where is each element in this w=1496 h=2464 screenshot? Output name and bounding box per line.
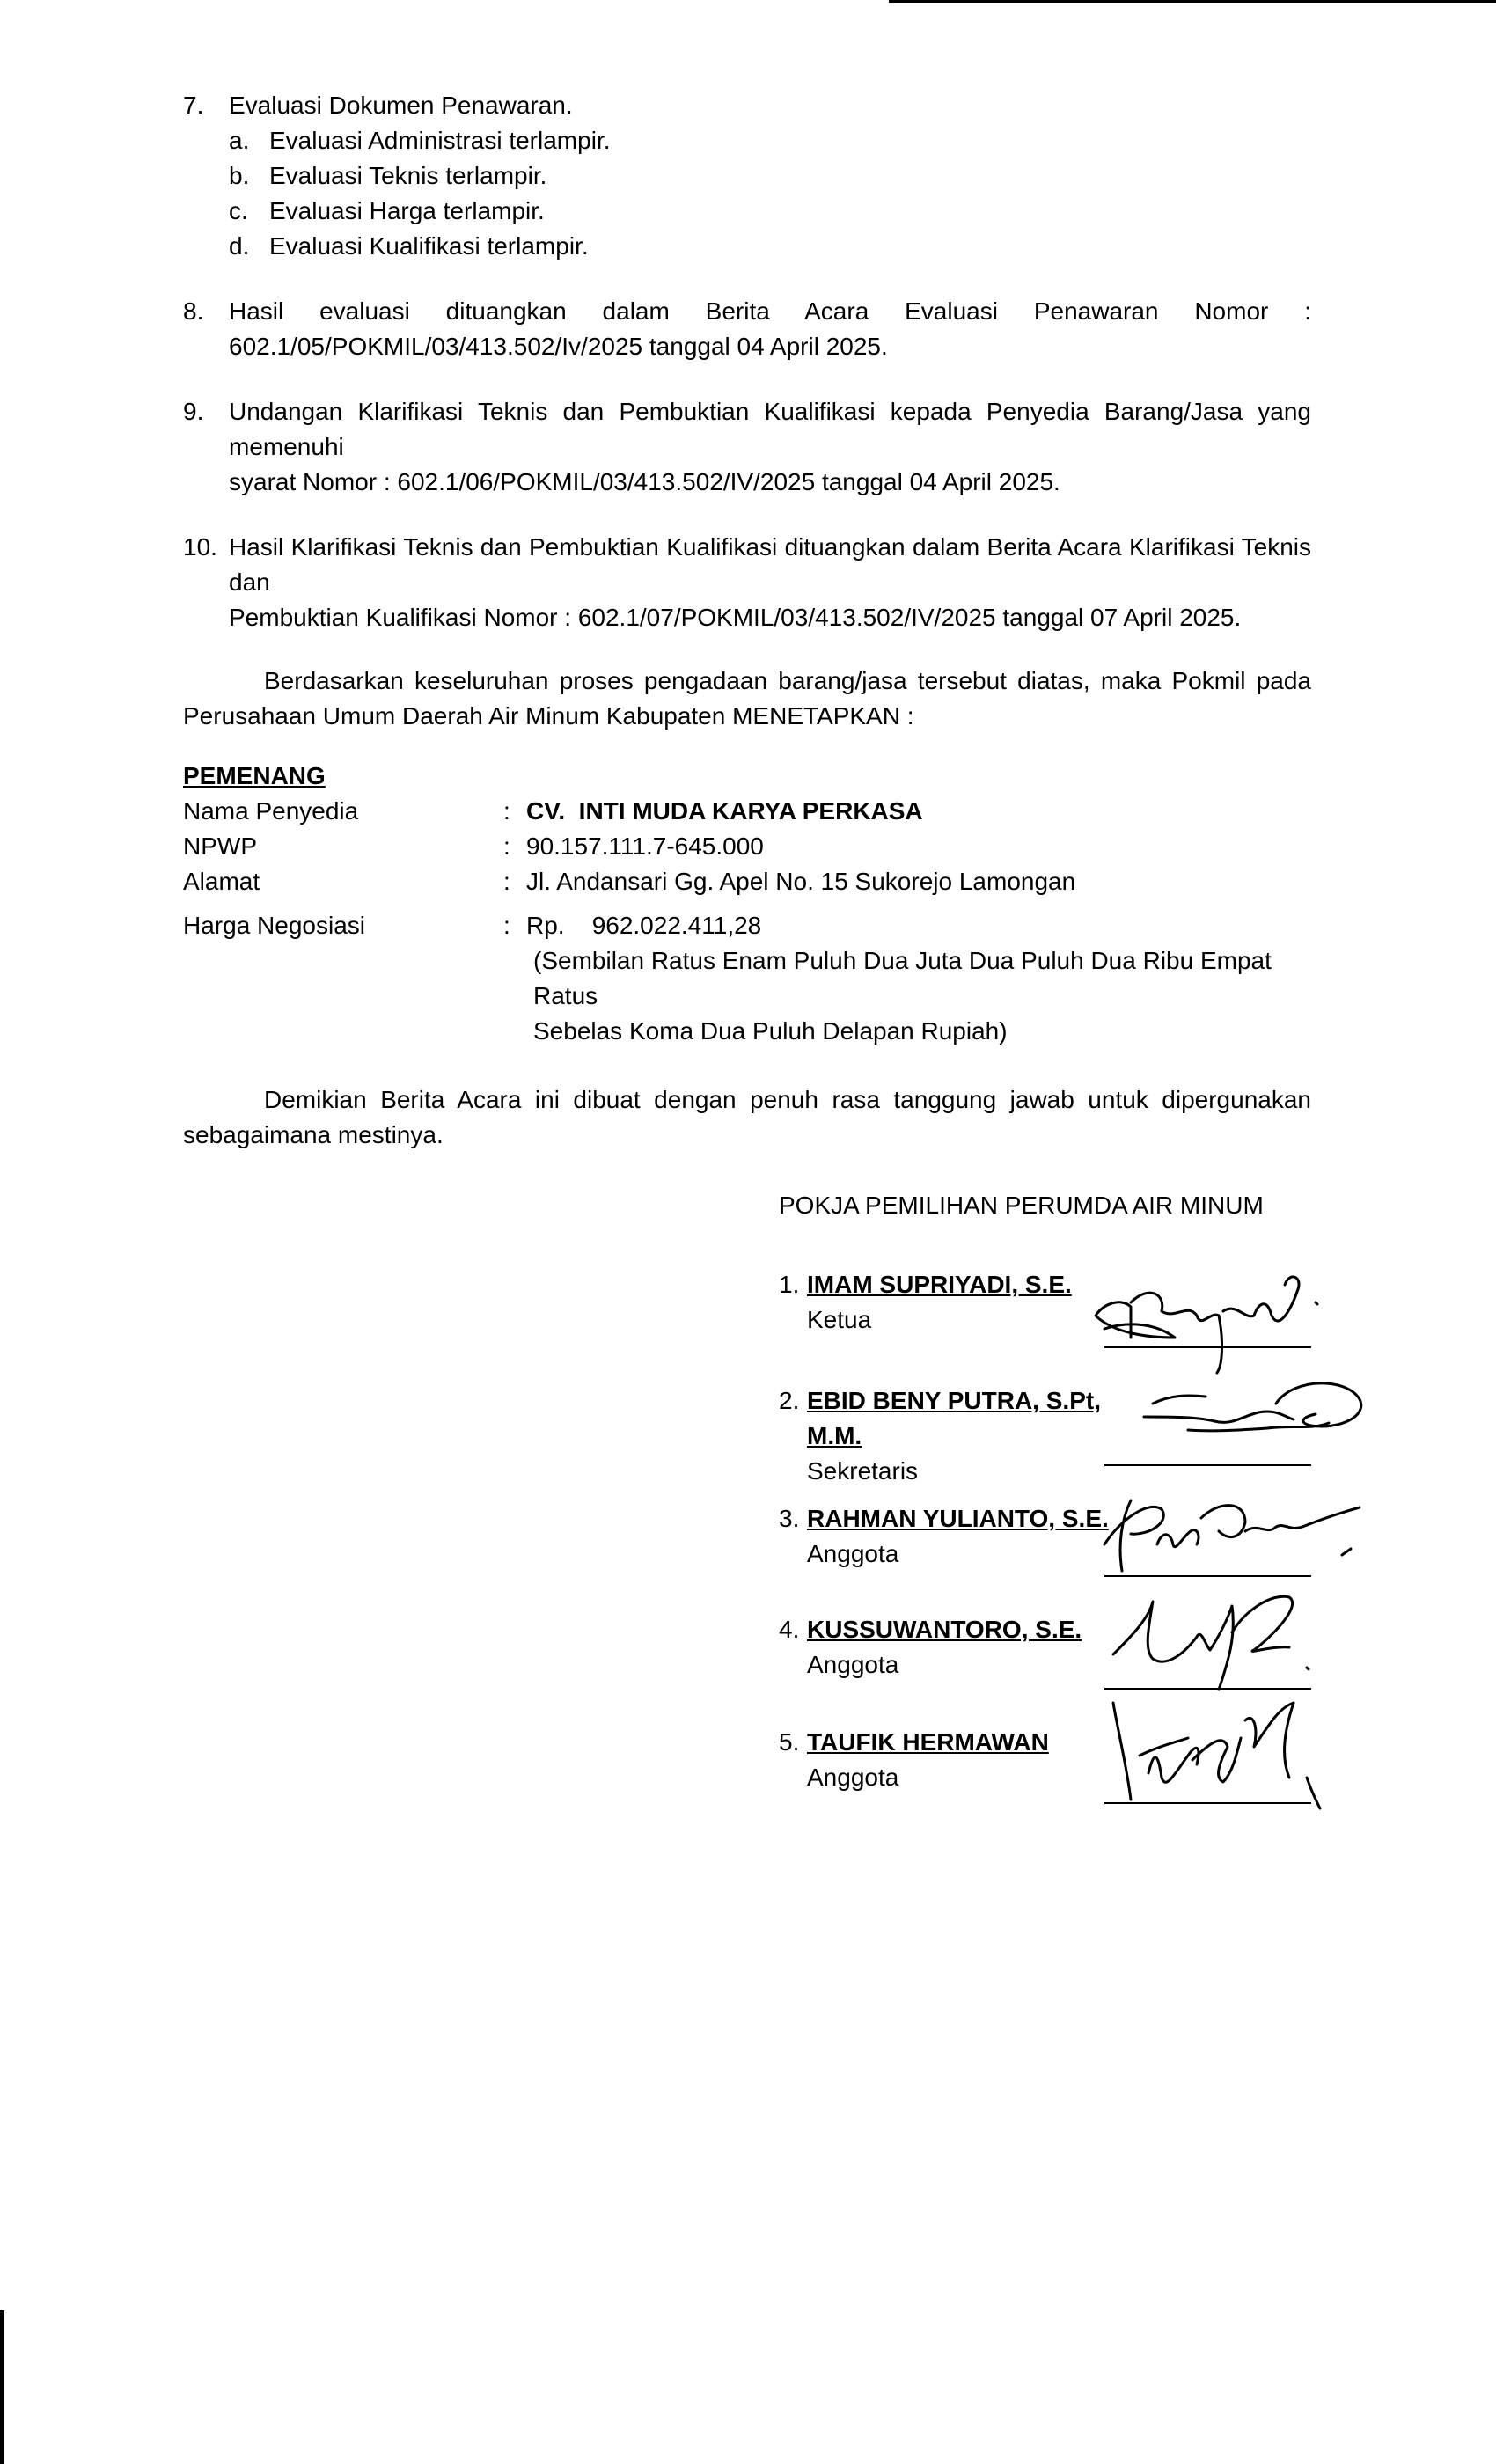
- item-text: Evaluasi Dokumen Penawaran.: [229, 92, 573, 119]
- signature-4: [1096, 1584, 1360, 1698]
- field-value: 90.157.111.7-645.000: [526, 832, 764, 860]
- item-text-line-1: Undangan Klarifikasi Teknis dan Pembuktian Kualifikasi kepada Penyedia Barang/Jasa yang memenuhi: [229, 398, 1311, 460]
- member-number: 5.: [779, 1728, 800, 1756]
- member-name: IMAM SUPRIYADI, S.E.: [807, 1271, 1072, 1298]
- field-label: Alamat: [183, 868, 260, 895]
- member-role: Ketua: [807, 1306, 872, 1333]
- item-number: 8.: [183, 297, 204, 325]
- sub-item-c: [229, 194, 1311, 229]
- sub-letter: d.: [229, 232, 250, 260]
- field-label: Harga Negosiasi: [183, 912, 365, 939]
- member-number: 2.: [779, 1387, 800, 1414]
- winner-price-row: [183, 908, 1311, 1049]
- member-name: EBID BENY PUTRA, S.Pt, M.M.: [807, 1387, 1101, 1449]
- member-name: TAUFIK HERMAWAN: [807, 1728, 1049, 1756]
- list-item-7: [183, 88, 1311, 123]
- top-edge-rule: [889, 0, 1496, 3]
- decision-paragraph: Berdasarkan keseluruhan proses pengadaan barang/jasa tersebut diatas, maka Pokmil pada Perusahaan Umum Daerah Air Minum Kabupaten MENETAPKAN :: [183, 667, 1311, 730]
- item-number: 10.: [183, 533, 217, 561]
- member-role: Anggota: [807, 1540, 899, 1567]
- document-body: [183, 88, 1311, 1153]
- closing-paragraph: Demikian Berita Acara ini dibuat dengan penuh rasa tanggung jawab untuk dipergunakan sebagaimana mestinya.: [183, 1086, 1311, 1148]
- winner-address-row: [183, 864, 1311, 899]
- committee-member-5: [779, 1725, 1148, 1795]
- list-item-8: [183, 294, 1311, 364]
- field-value: CV. INTI MUDA KARYA PERKASA: [526, 797, 923, 825]
- field-value: Jl. Andansari Gg. Apel No. 15 Sukorejo Lamongan: [526, 868, 1076, 895]
- sub-letter: a.: [229, 127, 250, 154]
- sub-letter: c.: [229, 197, 248, 224]
- item-text-line-2: Pembuktian Kualifikasi Nomor : 602.1/07/POKMIL/03/413.502/IV/2025 tanggal 07 April 2025.: [229, 604, 1242, 631]
- item-number: 9.: [183, 398, 204, 425]
- field-colon: :: [503, 868, 510, 895]
- item-text-line-2: 602.1/05/POKMIL/03/413.502/Iv/2025 tanggal 04 April 2025.: [229, 333, 888, 360]
- sub-item-d: [229, 229, 1311, 264]
- member-number: 1.: [779, 1271, 800, 1298]
- sub-text: Evaluasi Teknis terlampir.: [269, 162, 547, 189]
- member-role: Sekretaris: [807, 1457, 919, 1485]
- signature-5: [1104, 1694, 1333, 1817]
- field-label: Nama Penyedia: [183, 797, 359, 825]
- sub-item-a: [229, 123, 1311, 158]
- signature-2: [1135, 1368, 1373, 1465]
- winner-heading: PEMENANG: [183, 762, 326, 789]
- signature-3: [1087, 1483, 1368, 1588]
- member-role: Anggota: [807, 1764, 899, 1791]
- winner-block: [183, 759, 1311, 1049]
- scan-edge-mark: [0, 2310, 4, 2464]
- member-number: 3.: [779, 1505, 800, 1532]
- signature-1: [1078, 1250, 1342, 1382]
- item-text-line-1: Hasil evaluasi dituangkan dalam Berita Acara Evaluasi Penawaran Nomor :: [229, 297, 1311, 325]
- sub-text: Evaluasi Harga terlampir.: [269, 197, 545, 224]
- committee-title: POKJA PEMILIHAN PERUMDA AIR MINUM: [779, 1192, 1264, 1219]
- committee-member-2: [779, 1383, 1148, 1489]
- sub-item-b: [229, 158, 1311, 194]
- member-name: RAHMAN YULIANTO, S.E.: [807, 1505, 1109, 1532]
- winner-name-row: [183, 794, 1311, 829]
- sub-letter: b.: [229, 162, 250, 189]
- item-text-line-1: Hasil Klarifikasi Teknis dan Pembuktian Kualifikasi dituangkan dalam Berita Acara Klarifikasi Teknis dan: [229, 533, 1311, 596]
- item-text-line-2: syarat Nomor : 602.1/06/POKMIL/03/413.502/IV/2025 tanggal 04 April 2025.: [229, 468, 1060, 495]
- member-number: 4.: [779, 1616, 800, 1643]
- item-number: 7.: [183, 92, 204, 119]
- list-item-9: [183, 394, 1311, 500]
- field-value: Rp. 962.022.411,28: [526, 912, 762, 939]
- committee-member-4: [779, 1612, 1148, 1683]
- list-item-10: [183, 530, 1311, 635]
- field-label: NPWP: [183, 832, 257, 860]
- sub-text: Evaluasi Administrasi terlampir.: [269, 127, 611, 154]
- winner-npwp-row: [183, 829, 1311, 864]
- field-colon: :: [503, 832, 510, 860]
- field-colon: :: [503, 912, 510, 939]
- price-in-words-1: (Sembilan Ratus Enam Puluh Dua Juta Dua Puluh Dua Ribu Empat Ratus: [533, 947, 1272, 1009]
- member-role: Anggota: [807, 1651, 899, 1678]
- member-name: KUSSUWANTORO, S.E.: [807, 1616, 1082, 1643]
- price-in-words-2: Sebelas Koma Dua Puluh Delapan Rupiah): [533, 1017, 1008, 1045]
- field-colon: :: [503, 797, 510, 825]
- sub-text: Evaluasi Kualifikasi terlampir.: [269, 232, 589, 260]
